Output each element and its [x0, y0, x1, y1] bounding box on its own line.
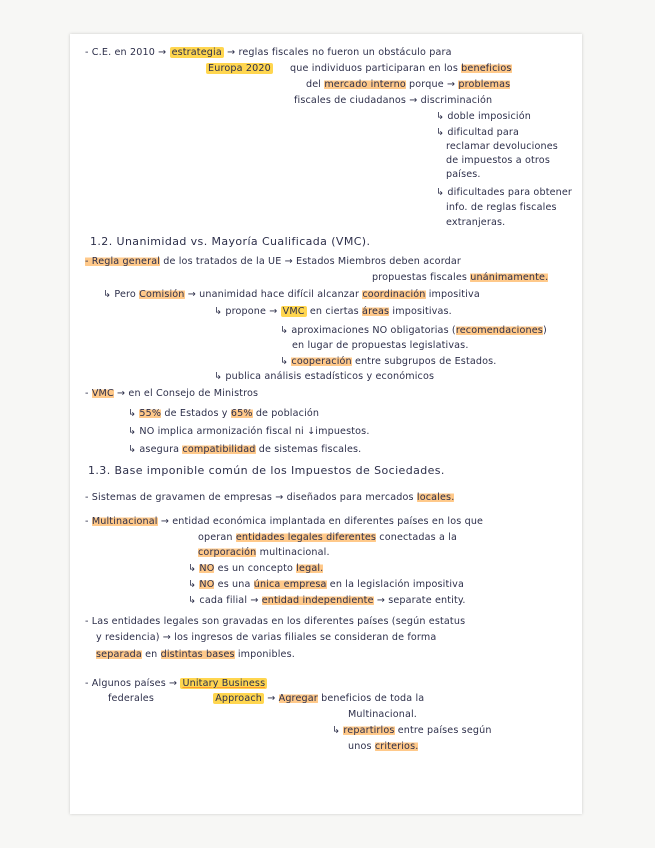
note-text: → unanimidad hace difícil alcanzar [187, 289, 360, 300]
note-text: de sistemas fiscales. [258, 444, 362, 455]
note-text: de población [255, 408, 320, 419]
highlight-orange: unánimamente. [470, 272, 549, 283]
note-line: ↳ publica análisis estadísticos y económicos [214, 371, 435, 382]
highlight-orange: distintas bases [160, 649, 235, 660]
note-line [85, 387, 258, 400]
note-line: países. [446, 169, 481, 180]
highlight-orange: locales. [416, 492, 455, 503]
note-line [348, 740, 418, 753]
note-line [188, 594, 466, 607]
note-line: y residencia) → los ingresos de varias filiales se consideran de forma [96, 632, 437, 643]
highlight-orange: VMC [91, 388, 114, 399]
note-line: ↳ dificultades para obtener [436, 187, 573, 198]
note-text: ↳ [188, 563, 197, 574]
note-text: entre subgrupos de Estados. [354, 356, 497, 367]
highlight-orange: legal. [296, 563, 324, 574]
note-text: en la legislación impositiva [329, 579, 465, 590]
note-text: → [267, 693, 276, 704]
highlight-orange: cooperación [291, 356, 352, 367]
note-text: ↳ [280, 356, 289, 367]
note-text: operan [198, 532, 233, 543]
notebook-page [70, 34, 582, 814]
highlight-orange: Comisión [139, 289, 185, 300]
note-text: federales [108, 693, 155, 704]
note-text: en ciertas [309, 306, 359, 317]
section-heading: 1.3. Base imponible común de los Impuestos de Sociedades. [88, 464, 445, 477]
note-text: impositivas. [392, 306, 452, 317]
highlight-orange: 65% [230, 408, 253, 419]
note-line [128, 443, 361, 456]
note-line: ↳ NO implica armonización fiscal ni ↓impuestos. [128, 426, 370, 437]
highlight-orange: corporación [198, 547, 257, 558]
note-text: multinacional. [259, 547, 330, 558]
note-text: de los tratados de la UE → Estados Miembros deben acordar [163, 256, 461, 267]
note-line [128, 407, 319, 420]
note-text: es un concepto [217, 563, 294, 574]
highlight-orange: recomendaciones [455, 325, 543, 336]
note-line [280, 355, 497, 368]
highlight-orange: compatibilidad [182, 444, 256, 455]
highlight-orange: 55% [139, 408, 162, 419]
highlight-orange: Agregar [278, 693, 318, 704]
note-text: - C.E. en 2010 → [85, 47, 167, 58]
highlight-orange: - Regla general [85, 256, 161, 267]
highlight-yellow: estrategia [171, 47, 222, 58]
note-text: que individuos participaran en los [290, 63, 458, 74]
note-line: - Las entidades legales son gravadas en los diferentes países (según estatus [85, 616, 466, 627]
note-text: porque → [409, 79, 456, 90]
note-line: ↳ dificultad para [436, 127, 520, 138]
highlight-yellow: Unitary Business [182, 678, 266, 689]
note-text: ↳ [188, 579, 197, 590]
note-text: impositiva [428, 289, 480, 300]
note-line [85, 515, 483, 528]
highlight-orange: beneficios [461, 63, 512, 74]
note-line [96, 648, 295, 661]
highlight-orange: Multinacional [91, 516, 158, 527]
highlight-orange: NO [199, 579, 215, 590]
section-heading: 1.2. Unanimidad vs. Mayoría Cualificada (VMC). [90, 235, 371, 248]
note-text: entre países según [397, 725, 492, 736]
highlight-orange: mercado interno [324, 79, 406, 90]
highlight-yellow: Approach [215, 693, 262, 704]
note-line: Multinacional. [348, 709, 417, 720]
note-line: fiscales de ciudadanos → discriminación [294, 95, 493, 106]
note-line: de impuestos a otros [446, 155, 550, 166]
note-text: ) [542, 325, 547, 336]
note-line [198, 546, 330, 559]
note-text: conectadas a la [379, 532, 458, 543]
highlight-orange: repartirlos [343, 725, 395, 736]
note-text: ↳ Pero [103, 289, 136, 300]
note-line: en lugar de propuestas legislativas. [292, 340, 469, 351]
highlight-yellow: Europa 2020 [208, 63, 271, 74]
note-line [103, 288, 480, 301]
note-line [280, 324, 547, 337]
note-line [108, 692, 424, 705]
note-line [306, 78, 510, 91]
note-text: imponibles. [237, 649, 295, 660]
note-line: reclamar devoluciones [446, 141, 558, 152]
highlight-orange: criterios. [374, 741, 419, 752]
note-text: → reglas fiscales no fueron un obstáculo para [227, 47, 452, 58]
note-text: ↳ aproximaciones NO obligatorias ( [280, 325, 456, 336]
note-line [198, 531, 457, 544]
note-text: ↳ asegura [128, 444, 180, 455]
note-text: del [306, 79, 322, 90]
note-line [214, 305, 452, 318]
note-line [332, 724, 492, 737]
note-line [85, 491, 454, 504]
note-text: de Estados y [164, 408, 228, 419]
highlight-orange: problemas [458, 79, 511, 90]
note-text: → en el Consejo de Ministros [117, 388, 259, 399]
note-text: → separate entity. [376, 595, 466, 606]
highlight-orange: NO [199, 563, 215, 574]
note-line: ↳ doble imposición [436, 111, 531, 122]
note-text: - [85, 516, 89, 527]
note-text: ↳ cada filial → [188, 595, 259, 606]
note-text: propuestas fiscales [372, 272, 468, 283]
highlight-orange: entidad independiente [261, 595, 374, 606]
note-line: info. de reglas fiscales [446, 202, 557, 213]
note-text: ↳ [332, 725, 341, 736]
note-line [188, 562, 323, 575]
note-text: - Algunos países → [85, 678, 178, 689]
note-line [85, 677, 267, 690]
note-line [85, 46, 452, 59]
highlight-yellow: VMC [282, 306, 305, 317]
note-text: ↳ [128, 408, 137, 419]
highlight-orange: coordinación [362, 289, 426, 300]
note-text: beneficios de toda la [321, 693, 425, 704]
note-line [206, 62, 512, 75]
note-line [85, 255, 461, 268]
highlight-orange: áreas [362, 306, 390, 317]
note-text: - Sistemas de gravamen de empresas → diseñados para mercados [85, 492, 414, 503]
highlight-orange: entidades legales diferentes [235, 532, 377, 543]
highlight-orange: única empresa [253, 579, 327, 590]
note-text: unos [348, 741, 372, 752]
note-text: - [85, 388, 89, 399]
note-line [372, 271, 548, 284]
note-text: es una [217, 579, 251, 590]
note-text: en [145, 649, 158, 660]
highlight-orange: separada [96, 649, 142, 660]
note-text: ↳ propone → [214, 306, 278, 317]
note-line [188, 578, 464, 591]
note-line: extranjeras. [446, 217, 506, 228]
note-text: → entidad económica implantada en diferentes países en los que [160, 516, 484, 527]
